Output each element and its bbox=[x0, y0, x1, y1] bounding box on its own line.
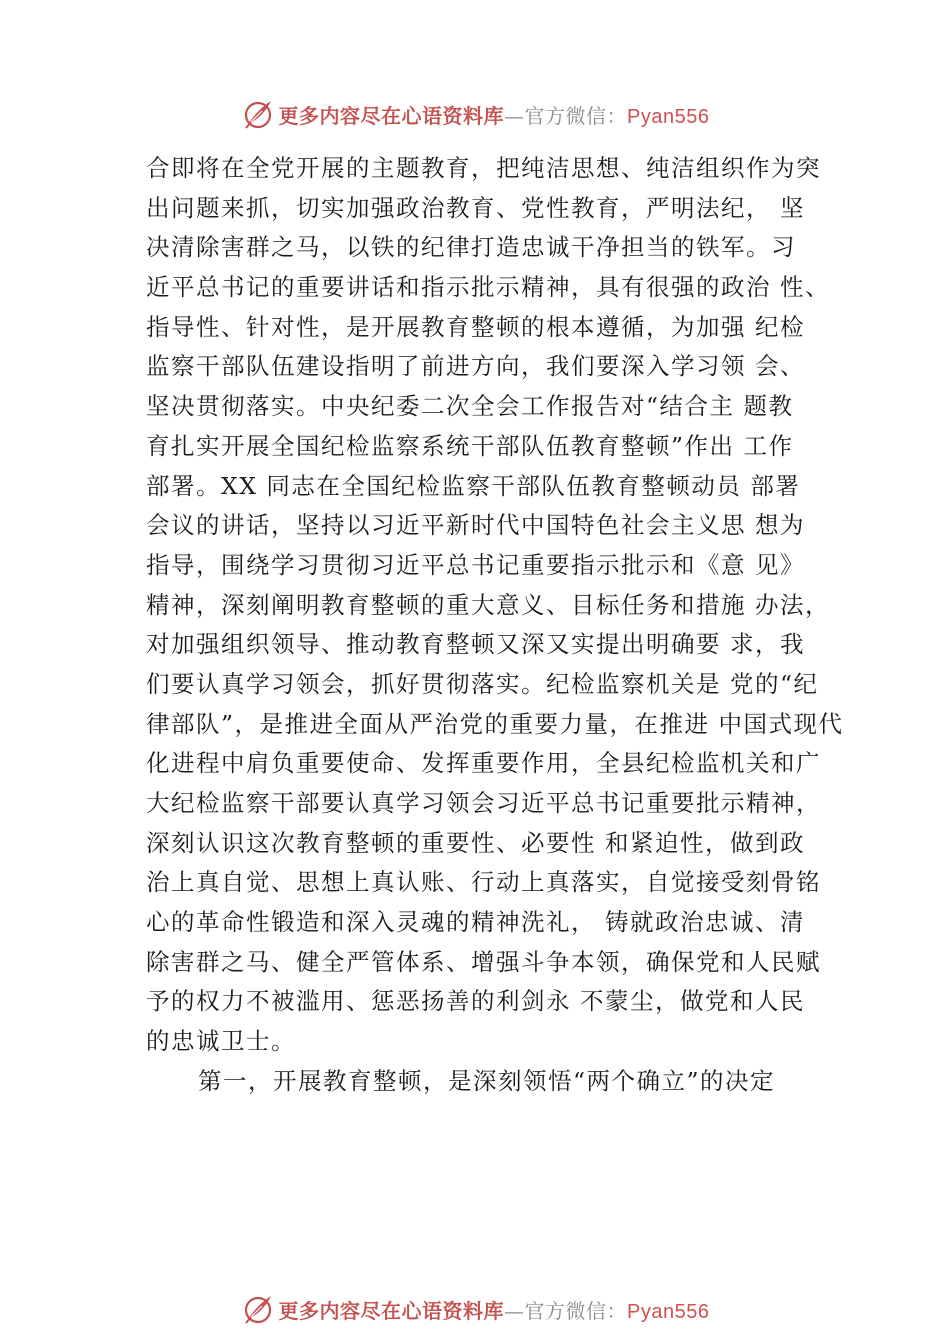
body-line: 除害群之马、健全严管体系、增强斗争本领，确保党和人民赋 bbox=[146, 947, 821, 976]
watermark-dash: — bbox=[504, 103, 525, 128]
body-line: 合即将在全党开展的主题教育，把纯洁思想、纯洁组织作为突 bbox=[146, 154, 821, 182]
watermark-wechat-id: Pyan556 bbox=[627, 105, 710, 128]
watermark-wechat-label: 官方微信： bbox=[524, 103, 628, 128]
watermark-text bbox=[279, 1295, 710, 1324]
body-line: 决清除害群之马，以铁的纪律打造忠诚干净担当的铁军。习 bbox=[146, 233, 796, 262]
watermark-dash: — bbox=[504, 1298, 525, 1323]
body-line: 律部队”，是推进全面从严治党的重要力量，在推进 中国式现代 bbox=[146, 709, 844, 738]
quill-pen-logo-icon bbox=[241, 1292, 275, 1326]
body-line: 监察干部队伍建设指明了前进方向，我们要深入学习领 会、 bbox=[146, 352, 805, 381]
watermark-brand: 更多内容尽在心语资料库 bbox=[278, 1298, 505, 1323]
body-line: 深刻认识这次教育整顿的重要性、必要性 和紧迫性，做到政 bbox=[146, 828, 805, 857]
watermark-wechat-label: 官方微信： bbox=[524, 1298, 628, 1323]
body-line: 予的权力不被滥用、惩恶扬善的利剑永 不蒙尘，做党和人民 bbox=[146, 987, 805, 1016]
paragraph-first-line: 第一，开展教育整顿，是深刻领悟“两个确立”的决定 bbox=[198, 1066, 776, 1095]
watermark-text bbox=[279, 100, 710, 129]
body-line: 指导性、针对性，是开展教育整顿的根本遵循，为加强 纪检 bbox=[146, 312, 805, 341]
body-line: 部署。XX 同志在全国纪检监察干部队伍教育整顿动员 部署 bbox=[146, 471, 801, 500]
quill-pen-logo-icon bbox=[241, 97, 275, 131]
footer-watermark bbox=[0, 1289, 950, 1329]
body-line: 对加强组织领导、推动教育整顿又深又实提出明确要 求，我 bbox=[146, 630, 805, 659]
body-line: 们要认真学习领会，抓好贯彻落实。纪检监察机关是 党的“纪 bbox=[146, 669, 819, 698]
watermark-group bbox=[241, 1292, 710, 1326]
body-line: 心的革命性锻造和深入灵魂的精神洗礼， 铸就政治忠诚、清 bbox=[146, 908, 805, 937]
body-line: 大纪检监察干部要认真学习领会习近平总书记重要批示精神， bbox=[146, 789, 821, 817]
body-line: 指导，围绕学习贯彻习近平总书记重要指示批示和《意 见》 bbox=[146, 550, 805, 579]
header-watermark bbox=[0, 94, 950, 134]
body-line: 的忠诚卫士。 bbox=[146, 1027, 296, 1056]
watermark-group bbox=[241, 97, 710, 131]
body-line: 育扎实开展全国纪检监察系统干部队伍教育整顿”作出 工作 bbox=[146, 431, 794, 460]
document-body bbox=[146, 149, 846, 1102]
body-line: 治上真自觉、思想上真认账、行动上真落实，自觉接受刻骨铭 bbox=[146, 868, 821, 897]
body-line: 出问题来抓，切实加强政治教育、党性教育，严明法纪， 坚 bbox=[146, 193, 805, 222]
body-line: 会议的讲话，坚持以习近平新时代中国特色社会主义思 想为 bbox=[146, 511, 805, 540]
body-line: 坚决贯彻落实。中央纪委二次全会工作报告对“结合主 题教 bbox=[146, 392, 794, 421]
body-line: 化进程中肩负重要使命、发挥重要作用，全县纪检监机关和广 bbox=[146, 749, 821, 778]
body-line: 精神，深刻阐明教育整顿的重大意义、目标任务和措施 办法， bbox=[146, 590, 830, 619]
watermark-wechat-id: Pyan556 bbox=[627, 1300, 710, 1323]
body-line: 近平总书记的重要讲话和指示批示精神，具有很强的政治 性、 bbox=[146, 273, 830, 302]
watermark-brand: 更多内容尽在心语资料库 bbox=[278, 103, 505, 128]
